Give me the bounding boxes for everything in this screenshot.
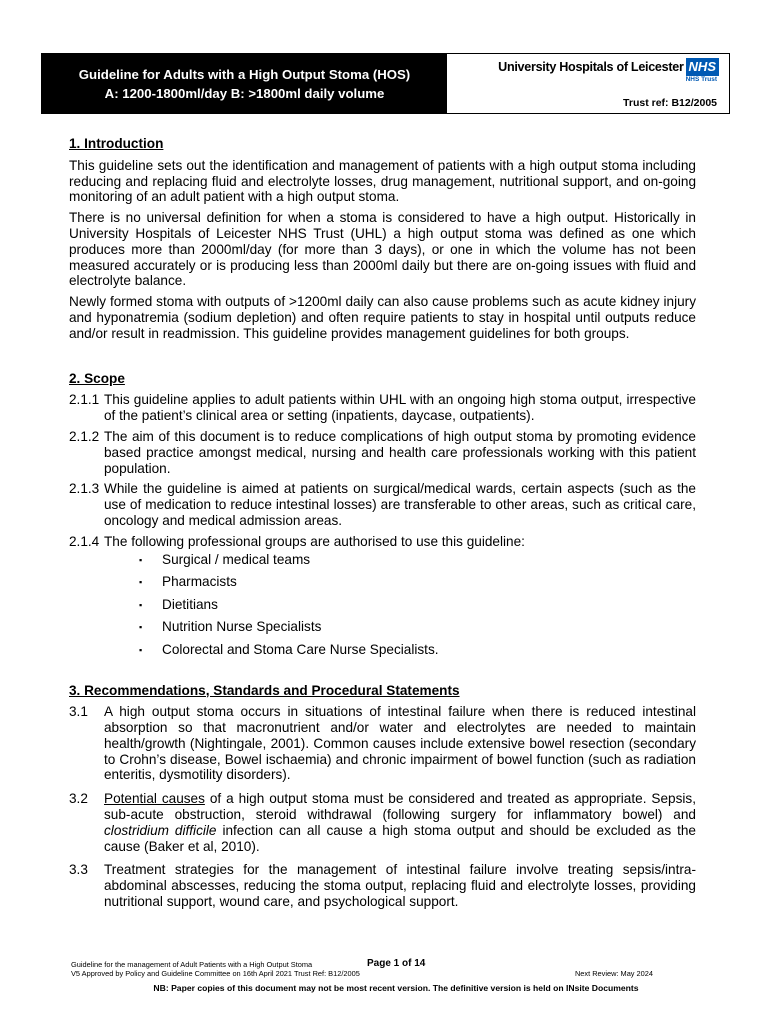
trust-block xyxy=(447,54,729,113)
footer-note: NB: Paper copies of this document may not be most recent version. The definitive version is held on INsite Documents xyxy=(153,983,639,993)
bullet-icon: ▪ xyxy=(139,622,143,633)
scope-item xyxy=(69,534,696,550)
item-number: 3.1 xyxy=(69,704,88,720)
scope-item xyxy=(69,481,696,528)
page-footer xyxy=(71,960,701,993)
title-line-2: A: 1200-1800ml/day B: >1800ml daily volume xyxy=(104,85,385,101)
footer-doc-title: Guideline for the management of Adult Patients with a High Output Stoma xyxy=(71,960,313,969)
title-line-1: Guideline for Adults with a High Output Stoma (HOS) xyxy=(78,66,411,82)
item-text: While the guideline is aimed at patients on surgical/medical wards, certain aspects (such as the use of medication to reduce intestinal losses) are transferable to other areas, such as critical care, oncology and medical admission areas. xyxy=(104,481,696,528)
item-text: Treatment strategies for the management of intestinal failure involve treating sepsis/intra-abdominal abscesses, reducing the stoma output, replacing fluid and electrolyte losses, providing nutritional support, wound care, and psychological support. xyxy=(104,862,696,910)
list-item: ▪ Pharmacists xyxy=(139,574,237,590)
footer-approval: V5 Approved by Policy and Guideline Committee on 16th April 2021 Trust Ref: B12/2005 xyxy=(71,969,360,978)
item-number: 3.3 xyxy=(69,862,88,878)
bullet-icon: ▪ xyxy=(139,599,143,610)
next-review: Next Review: May 2024 xyxy=(574,969,653,978)
trust-ref: Trust ref: B12/2005 xyxy=(623,97,717,109)
list-item: ▪ Nutrition Nurse Specialists xyxy=(139,619,322,635)
section-2-heading: 2. Scope xyxy=(69,370,125,386)
list-item: ▪ Dietitians xyxy=(139,596,218,612)
item-number: 2.1.3 xyxy=(69,481,100,497)
trust-logo xyxy=(498,58,719,76)
list-item: ▪ Colorectal and Stoma Care Nurse Specialists. xyxy=(139,641,439,657)
nhs-trust-label: NHS Trust xyxy=(685,76,717,83)
item-number: 2.1.4 xyxy=(69,533,100,549)
recommendation-item xyxy=(69,791,696,854)
list-item: ▪ Surgical / medical teams xyxy=(139,551,311,567)
item-number: 2.1.1 xyxy=(69,392,100,408)
item-number: 3.2 xyxy=(69,791,88,807)
potential-causes-link[interactable]: Potential causes xyxy=(104,791,205,807)
scope-item xyxy=(69,392,696,424)
item-text: The following professional groups are authorised to use this guideline: xyxy=(104,533,525,549)
document-header xyxy=(41,53,730,114)
bullet-icon: ▪ xyxy=(139,554,143,565)
item-text: The aim of this document is to reduce complications of high output stoma by promoting evidence based practice amongst medical, nursing and health care professionals working with this patient population. xyxy=(104,428,696,476)
section-3-heading: 3. Recommendations, Standards and Procedural Statements xyxy=(69,682,460,698)
document-body xyxy=(69,136,696,915)
section-1-heading: 1. Introduction xyxy=(69,136,164,151)
page-number: Page 1 of 14 xyxy=(367,958,426,969)
org-name: University Hospitals of Leicester xyxy=(498,60,684,74)
intro-paragraph-2: There is no universal definition for when a stoma is considered to have a high output. Historically in University Hospitals of Leicester NHS Trust (UHL) a high output stoma was defined as one which produces more than 2000ml/day (for more than 3 days), or one in which the volume has not been measured accurately or is producing less than 2000ml daily but there are on-going issues with fluid and electrolyte balance. xyxy=(69,210,696,289)
item-text: This guideline applies to adult patients within UHL with an ongoing high stoma output, irrespective of the patient’s clinical area or setting (inpatients, daycase, outpatients). xyxy=(104,392,696,424)
bullet-icon: ▪ xyxy=(139,577,143,588)
recommendation-item xyxy=(69,704,696,783)
bullet-icon: ▪ xyxy=(139,644,143,655)
item-number: 2.1.2 xyxy=(69,428,100,444)
recommendation-item xyxy=(69,862,696,909)
title-block xyxy=(42,54,447,113)
nhs-logo-icon: NHS xyxy=(686,58,719,76)
item-text: A high output stoma occurs in situations of intestinal failure when there is reduced intestinal absorption so that macronutrient and/or water and electrolytes are needed to maintain health/growth (Nightingale, 2001). Common causes include extensive bowel resection (secondary to Crohn’s disease, Bowel ischaemia) and chronic impairment of bowel function (such as radiation enteritis, dysmotility disorders). xyxy=(104,704,696,783)
intro-paragraph-3: Newly formed stoma with outputs of >1200ml daily can also cause problems such as acute kidney injury and hyponatremia (sodium depletion) and often require patients to stay in hospital until outputs reduce and/or result in readmission. This guideline provides management guidelines for both groups. xyxy=(69,294,696,341)
scope-item xyxy=(69,429,696,476)
intro-paragraph-1: This guideline sets out the identification and management of patients with a high output stoma including reducing and replacing fluid and electrolyte losses, drug management, nutritional support, and on-going monitoring of an adult patient with a high output stoma. xyxy=(69,157,696,205)
item-text: Potential causes of a high output stoma must be considered and treated as appropriate. Sepsis, sub-acute obstruction, steroid withdrawal (following surgery for inflammatory bowel) and clostridium difficile infection can all cause a high stoma output and should be excluded as the cause (Baker et al, 2010). xyxy=(104,791,696,854)
professional-groups-list xyxy=(69,552,696,665)
